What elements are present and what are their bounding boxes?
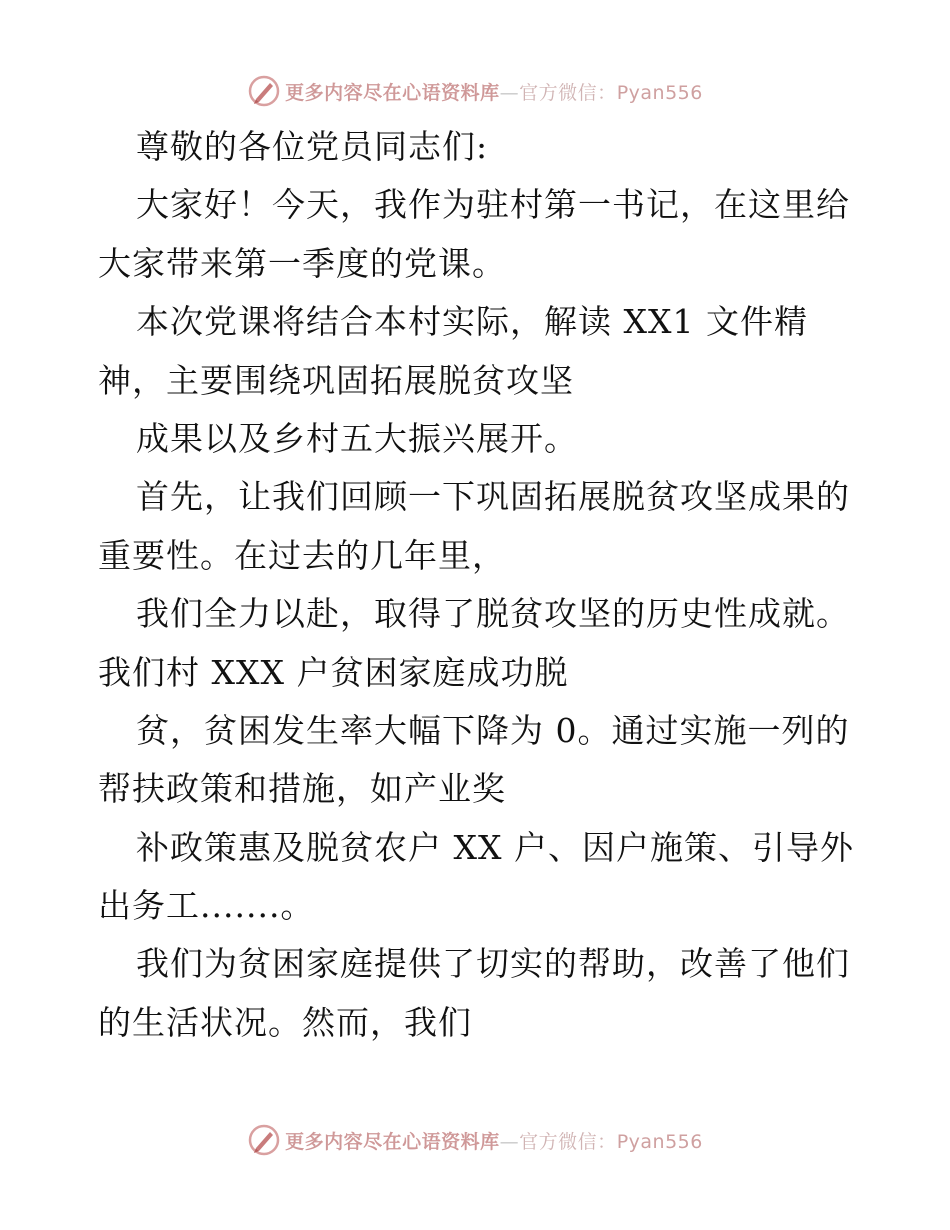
text-line: 帮扶政策和措施，如产业奖: [98, 769, 506, 809]
text-line: 大家带来第一季度的党课。: [98, 243, 506, 283]
pen-logo-icon: [247, 74, 281, 108]
pen-logo-icon: [247, 1123, 281, 1157]
text-line: 尊敬的各位党员同志们:: [136, 127, 489, 166]
text-line: 本次党课将结合本村实际，解读 XX1 文件精: [136, 302, 808, 342]
text-line: 出务工.......。: [98, 886, 315, 926]
footer-watermark: [0, 1120, 950, 1160]
text-line: 神，主要围绕巩固拓展脱贫攻坚: [98, 360, 574, 400]
document-body: [98, 118, 868, 1052]
text-line: 成果以及乡村五大振兴展开。: [136, 418, 578, 458]
text-line: 首先，让我们回顾一下巩固拓展脱贫攻坚成果的: [136, 477, 850, 517]
text-line: 的生活状况。然而，我们: [98, 1002, 472, 1042]
text-line: 我们村 XXX 户贫困家庭成功脱: [98, 652, 569, 692]
watermark-text: 更多内容尽在心语资料库—官方微信：Pyan556: [285, 81, 703, 104]
text-line: 我们全力以赴，取得了脱贫攻坚的历史性成就。: [136, 594, 850, 634]
text-line: 大家好！今天，我作为驻村第一书记，在这里给: [136, 185, 850, 225]
text-line: 补政策惠及脱贫农户 XX 户、因户施策、引导外: [136, 827, 854, 867]
text-line: 重要性。在过去的几年里，: [98, 535, 506, 575]
text-line: 我们为贫困家庭提供了切实的帮助，改善了他们: [136, 944, 850, 984]
watermark-text: 更多内容尽在心语资料库—官方微信：Pyan556: [285, 1130, 703, 1153]
header-watermark: [0, 71, 950, 111]
text-line: 贫，贫困发生率大幅下降为 0。通过实施一列的: [136, 710, 850, 750]
